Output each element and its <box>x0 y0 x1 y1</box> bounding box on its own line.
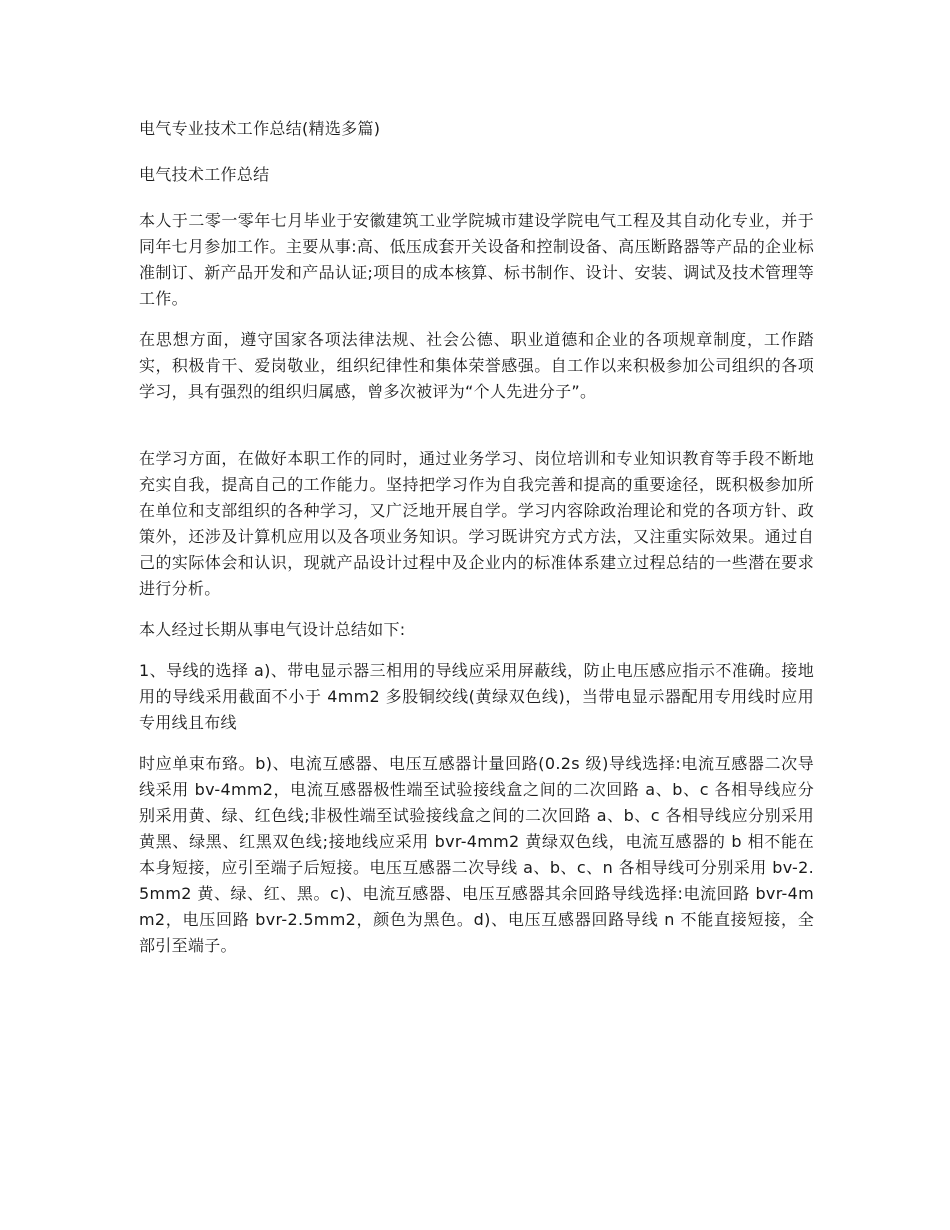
paragraph-intro: 本人于二零一零年七月毕业于安徽建筑工业学院城市建设学院电气工程及其自动化专业，并于同年七月参加工作。主要从事:高、低压成套开关设备和控制设备、高压断路器等产品的企业标准制订、新产品开发和产品认证;项目的成本核算、标书制作、设计、安装、调试及技术管理等工作。 <box>139 211 814 308</box>
section-heading: 电气技术工作总结 <box>139 165 270 184</box>
paragraph-ideology: 在思想方面，遵守国家各项法律法规、社会公德、职业道德和企业的各项规章制度，工作踏实，积极肯干、爱岗敬业，组织纪律性和集体荣誉感强。自工作以来积极参加公司组织的各项学习，具有强烈的组织归属感，曾多次被评为“个人先进分子”。 <box>139 330 814 401</box>
document-title: 电气专业技术工作总结(精选多篇) <box>139 119 381 138</box>
document-body <box>139 116 814 974</box>
paragraph-study: 在学习方面，在做好本职工作的同时，通过业务学习、岗位培训和专业知识教育等手段不断地充实自我，提高自己的工作能力。坚持把学习作为自我完善和提高的重要途径，既积极参加所在单位和支部组织的各种学习，又广泛地开展自学。学习内容除政治理论和党的各项方针、政策外，还涉及计算机应用以及各项业务知识。学习既讲究方式方法，又注重实际效果。通过自己的实际体会和认识，现就产品设计过程中及企业内的标准体系建立过程总结的一些潜在要求进行分析。 <box>139 449 814 598</box>
paragraph-summary-intro: 本人经过长期从事电气设计总结如下: <box>139 620 406 639</box>
paragraph-wire-details: 时应单束布臵。b)、电流互感器、电压互感器计量回路(0.2s 级)导线选择:电流互感器二次导线采用 bv-4mm2，电流互感器极性端至试验接线盒之间的二次回路 a、b、c 各相导线应分别采用黄、绿、红色线;非极性端至试验接线盒之间的二次回路 a、b、c 各相导线应分别采用黄黑、绿黑、红黑双色线;接地线应采用 bvr-4mm2 黄绿双色线，电流互感器的 b 相不能在本身短接，应引至端子后短接。电压互感器二次导线 a、b、c、n 各相导线可分别采用 bv-2.5mm2 黄、绿、红、黑。c)、电流互感器、电压互感器其余回路导线选择:电流回路 bvr-4mm2，电压回路 bvr-2.5mm2，颜色为黑色。d)、电压互感器回路导线 n 不能直接短接，全部引至端子。 <box>139 754 814 955</box>
paragraph-wire-selection: 1、导线的选择 a)、带电显示器三相用的导线应采用屏蔽线，防止电压感应指示不准确。接地用的导线采用截面不小于 4mm2 多股铜绞线(黄绿双色线)，当带电显示器配用专用线时应用专用线且布线 <box>139 661 814 732</box>
